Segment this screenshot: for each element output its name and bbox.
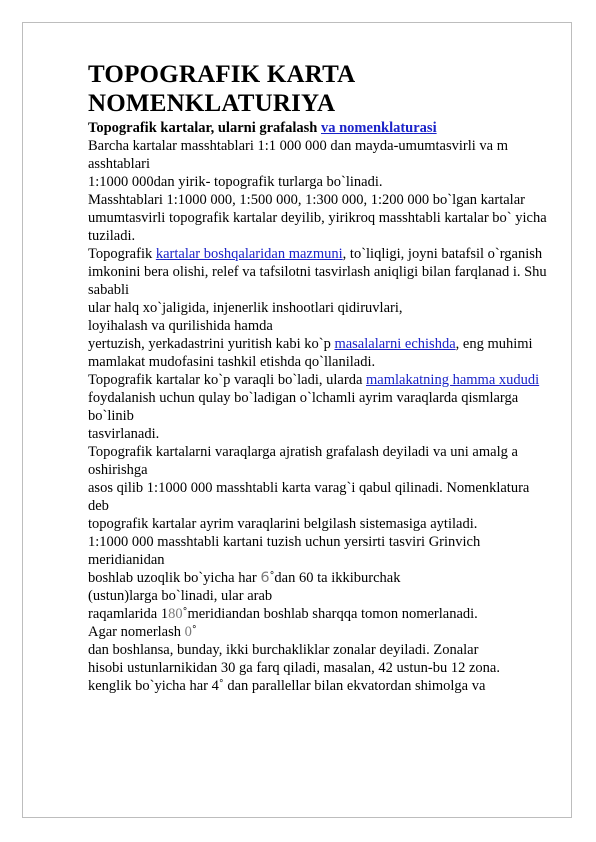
subtitle-text: Topografik kartalar, ularni grafalash bbox=[88, 120, 321, 136]
text-line: mamlakat mudofasini tashkil etishda qo`llaniladi. bbox=[88, 354, 376, 370]
text-line: (ustun)larga bo`linadi, ular arab bbox=[88, 588, 273, 604]
text-span: Agar nomerlash bbox=[88, 624, 185, 640]
degree-number: 0 bbox=[184, 624, 192, 640]
degree-icon: ˚ bbox=[269, 570, 275, 586]
text-line: dan boshlansa, bunday, ikki burchakliklar zonalar deyiladi. Zonalar bbox=[88, 642, 479, 658]
text-line: Topografik kartalarni varaqlarga ajratish grafalash deyiladi va uni amalg a oshirishga bbox=[88, 444, 518, 478]
subtitle bbox=[88, 120, 552, 137]
text-span: meridiandan boshlab sharqqa tomon nomerlanadi. bbox=[187, 606, 478, 622]
text-line: ular halq xo`jaligida, injenerlik inshootlari qidiruvlari, bbox=[88, 300, 403, 316]
text-line: 1:1000 000 masshtabli kartani tuzish uchun yersirti tasviri Grinvich meridianidan bbox=[88, 534, 481, 568]
text-span: , to`liqligi, joyni batafsil o`rganish bbox=[342, 246, 543, 262]
text-span: Topografik kartalar ko`p varaqli bo`ladi, ularda bbox=[88, 372, 366, 388]
text-line: hisobi ustunlarnikidan 30 ga farq qiladi, masalan, 42 ustun-bu 12 zona. bbox=[88, 660, 500, 676]
text-span: kenglik bo`yicha har bbox=[88, 678, 212, 694]
text-span: boshlab uzoqlik bo`yicha har bbox=[88, 570, 261, 586]
content-link[interactable]: kartalar boshqalaridan mazmuni bbox=[155, 246, 343, 262]
text-line: tasvirlanadi. bbox=[88, 426, 160, 442]
text-line bbox=[88, 623, 552, 641]
text-line bbox=[88, 569, 552, 587]
degree-icon: ˚ bbox=[182, 606, 188, 622]
text-line bbox=[88, 245, 552, 263]
text-line: topografik kartalar ayrim varaqlarini belgilash sistemasiga aytiladi. bbox=[88, 516, 478, 532]
text-line bbox=[88, 371, 552, 389]
page-title: TOPOGRAFIK KARTA NOMENKLATURIYA bbox=[88, 61, 355, 117]
text-line: loyihalash va qurilishida hamda bbox=[88, 318, 273, 334]
subtitle-link[interactable]: va nomenklaturasi bbox=[320, 120, 437, 136]
text-line: imkonini bera olishi, relef va tafsilotni tasvirlash aniqligi bilan farqlanad i. Shu sababli bbox=[88, 264, 547, 298]
document-body bbox=[88, 60, 552, 695]
text-line: umumtasvirli topografik kartalar deyilib, yirikroq masshtabli kartalar bo` yicha tuziladi. bbox=[88, 210, 547, 244]
text-span: dan 60 ta ikkiburchak bbox=[274, 570, 401, 586]
text-line bbox=[88, 335, 552, 353]
text-line: asos qilib 1:1000 000 masshtabli karta varag`i qabul qilinadi. Nomenklatura deb bbox=[88, 480, 530, 514]
degree-icon: ˚ bbox=[191, 624, 197, 640]
text-span: yertuzish, yerkadastrini yuritish kabi ko`p bbox=[88, 336, 335, 352]
text-line: Barcha kartalar masshtablari 1:1 000 000 dan mayda-umumtasvirli va m asshtablari bbox=[88, 138, 508, 172]
text-line: 1:1000 000dan yirik- topografik turlarga bo`linadi. bbox=[88, 174, 383, 190]
text-line: foydalanish uchun qulay bo`ladigan o`lchamli ayrim varaqlarda qismlarga bo`linib bbox=[88, 390, 519, 424]
text-span: raqamlarida 1 bbox=[88, 606, 169, 622]
degree-icon: ˚ bbox=[218, 678, 224, 694]
text-span: Topografik bbox=[88, 246, 156, 262]
text-line bbox=[88, 605, 552, 623]
content-link[interactable]: mamlakatning hamma xududi bbox=[366, 372, 540, 388]
text-span: dan parallellar bilan ekvatordan shimolga va bbox=[223, 678, 486, 694]
text-line bbox=[88, 677, 552, 695]
degree-number: 4 bbox=[211, 678, 219, 694]
text-line: Masshtablari 1:1000 000, 1:500 000, 1:300 000, 1:200 000 bo`lgan kartalar bbox=[88, 192, 525, 208]
degree-number: 80 bbox=[168, 606, 183, 622]
content-link[interactable]: masalalarni echishda bbox=[334, 336, 456, 352]
text-span: , eng muhimi bbox=[455, 336, 533, 352]
degree-number: 6 bbox=[260, 570, 270, 586]
